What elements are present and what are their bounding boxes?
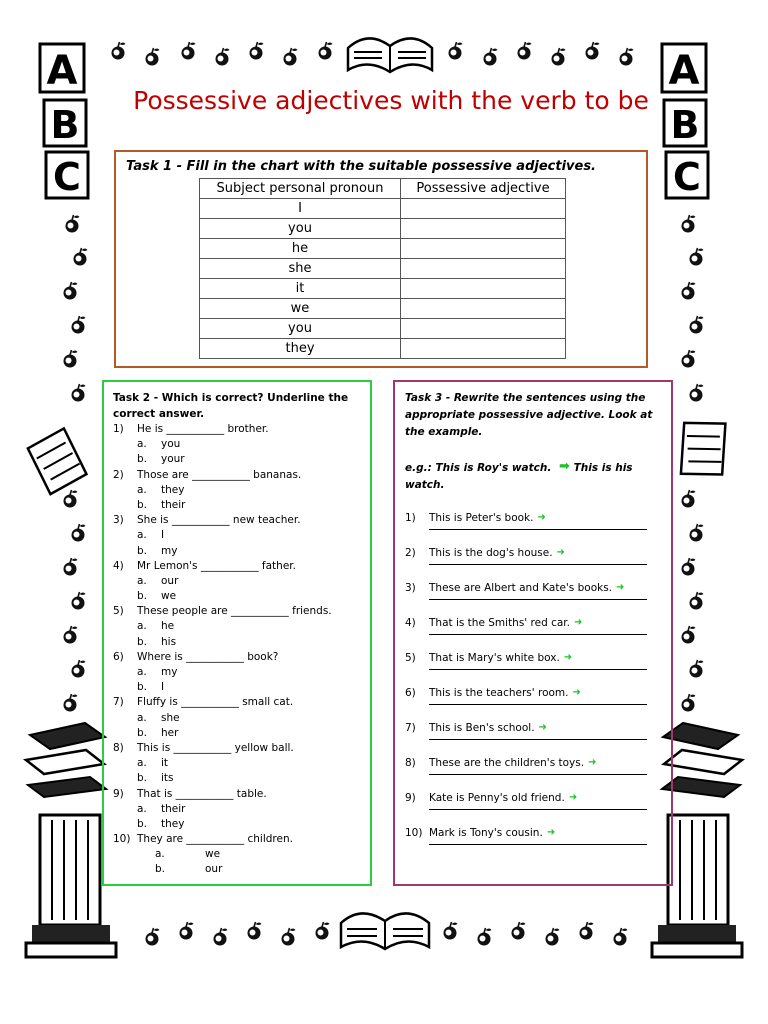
task2-question-list <box>113 422 369 878</box>
option-letter: a. <box>137 438 147 451</box>
answer-line[interactable] <box>429 774 647 775</box>
chart-row <box>200 219 566 239</box>
option-letter: a. <box>137 757 147 770</box>
answer-option-b[interactable] <box>113 771 369 786</box>
pronoun-cell: I <box>200 199 401 219</box>
item-number: 10) <box>405 827 423 839</box>
option-text: its <box>161 772 174 785</box>
svg-text:A: A <box>668 48 700 94</box>
right-arrow-icon: ➜ <box>568 792 578 803</box>
item-sentence <box>429 687 581 699</box>
answer-option-a[interactable] <box>113 437 369 452</box>
pronoun-cell: he <box>200 239 401 259</box>
book-icon <box>348 38 432 72</box>
item-sentence <box>429 757 596 769</box>
sentence-text: These are the children's toys. <box>429 757 585 769</box>
question-item <box>113 513 369 559</box>
answer-cell[interactable] <box>401 199 566 219</box>
option-letter: b. <box>137 498 148 511</box>
answer-option-a[interactable] <box>113 665 369 680</box>
task3-example <box>405 458 665 494</box>
answer-option-a[interactable] <box>113 802 369 817</box>
question-line <box>113 513 369 528</box>
question-number: 2) <box>113 468 124 481</box>
item-sentence <box>429 722 547 734</box>
question-text: Where is ___________ book? <box>137 650 279 663</box>
question-number: 1) <box>113 423 124 435</box>
svg-text:B: B <box>670 103 700 147</box>
letter-a-block-icon <box>40 44 84 94</box>
item-number: 2) <box>405 547 416 559</box>
option-letter: a. <box>137 574 147 587</box>
item-number: 3) <box>405 582 416 594</box>
question-item <box>113 604 369 650</box>
question-line <box>113 604 369 619</box>
option-text: it <box>161 757 169 770</box>
option-text: my <box>161 666 178 678</box>
item-number: 7) <box>405 722 416 734</box>
chart-row <box>200 299 566 319</box>
task3-box <box>393 380 673 886</box>
item-number: 9) <box>405 792 416 804</box>
sentence-text: This is Peter's book. <box>429 512 534 524</box>
option-text: our <box>205 863 223 876</box>
option-letter: a. <box>137 711 147 724</box>
question-number: 10) <box>113 833 131 846</box>
question-number: 5) <box>113 605 124 618</box>
item-sentence <box>429 547 565 559</box>
pronoun-cell: you <box>200 319 401 339</box>
question-text: Mr Lemon's ___________ father. <box>137 559 296 572</box>
rewrite-item <box>405 720 669 755</box>
question-text: She is ___________ new teacher. <box>137 514 301 527</box>
answer-option-b[interactable] <box>113 498 369 513</box>
question-text: Fluffy is ___________ small cat. <box>137 696 294 709</box>
question-line <box>113 559 369 574</box>
question-text: They are ___________ children. <box>137 833 293 846</box>
item-number: 5) <box>405 652 416 664</box>
answer-cell[interactable] <box>401 339 566 359</box>
example-sentence: e.g.: This is Roy's watch. <box>405 462 552 474</box>
pronoun-cell: you <box>200 219 401 239</box>
column-header: Subject personal pronoun <box>200 179 401 199</box>
option-letter: a. <box>137 802 147 815</box>
item-sentence <box>429 792 577 804</box>
task3-heading: Task 3 - Rewrite the sentences using the appropriate possessive adjective. Look at the example. <box>405 392 653 438</box>
answer-cell[interactable] <box>401 219 566 239</box>
svg-text:C: C <box>673 155 701 199</box>
option-text: we <box>205 848 221 861</box>
question-item <box>113 832 369 878</box>
option-text: your <box>161 453 185 466</box>
rewrite-item <box>405 825 669 860</box>
answer-option-a[interactable] <box>113 847 369 862</box>
task1-heading: Task 1 - Fill in the chart with the suitable possessive adjectives. <box>126 159 596 174</box>
rewrite-item <box>405 685 669 720</box>
column-header: Possessive adjective <box>401 179 566 199</box>
item-sentence <box>429 827 555 839</box>
option-letter: b. <box>137 772 148 785</box>
chart-header-row <box>200 179 566 199</box>
option-letter: b. <box>137 453 148 466</box>
rewrite-item <box>405 510 669 545</box>
question-text: He is ___________ brother. <box>137 423 269 435</box>
answer-option-a[interactable] <box>113 483 369 498</box>
rewrite-item <box>405 580 669 615</box>
chart-row <box>200 319 566 339</box>
possessive-chart <box>199 178 566 359</box>
option-text: their <box>161 802 186 815</box>
item-sentence <box>429 617 582 629</box>
book-icon <box>25 426 89 497</box>
item-sentence <box>429 512 546 524</box>
task3-item-list <box>405 510 669 860</box>
option-text: she <box>161 711 180 724</box>
item-number: 1) <box>405 512 416 524</box>
sentence-text: This is the teachers' room. <box>429 687 569 699</box>
sentence-text: These are Albert and Kate's books. <box>429 582 613 594</box>
option-text: his <box>161 635 177 648</box>
answer-line[interactable] <box>429 669 647 670</box>
question-line <box>113 422 369 437</box>
answer-option-b[interactable] <box>113 589 369 604</box>
svg-text:C: C <box>53 155 81 199</box>
question-line <box>113 787 369 802</box>
option-text: my <box>161 544 178 557</box>
answer-cell[interactable] <box>401 259 566 279</box>
option-letter: a. <box>137 483 147 496</box>
question-number: 9) <box>113 787 124 800</box>
question-line <box>113 832 369 847</box>
right-arrow-icon: ➜ <box>588 757 597 768</box>
answer-option-a[interactable] <box>113 756 369 771</box>
sentence-text: This is Ben's school. <box>429 722 535 734</box>
option-letter: a. <box>155 848 165 861</box>
example-answer: This is his watch. <box>405 462 633 491</box>
answer-option-a[interactable] <box>113 528 369 543</box>
question-line <box>113 468 369 483</box>
question-text: This is ___________ yellow ball. <box>137 741 294 754</box>
item-number: 6) <box>405 687 416 699</box>
rewrite-item <box>405 615 669 650</box>
question-line <box>113 650 369 665</box>
right-arrow-icon: ➜ <box>573 617 583 628</box>
task2-heading: Task 2 - Which is correct? Underline the correct answer. <box>113 392 349 420</box>
sentence-text: This is the dog's house. <box>429 547 553 559</box>
right-arrow-icon: ➜ <box>563 652 573 663</box>
answer-option-a[interactable] <box>113 574 369 589</box>
rewrite-item <box>405 545 669 580</box>
question-item <box>113 468 369 514</box>
book-icon <box>671 413 735 484</box>
right-arrow-icon: ➜ <box>537 512 546 523</box>
option-letter: b. <box>137 681 148 694</box>
pronoun-cell: it <box>200 279 401 299</box>
option-text: they <box>161 817 185 830</box>
answer-line[interactable] <box>429 704 647 705</box>
question-item <box>113 695 369 741</box>
answer-option-b[interactable] <box>113 544 369 559</box>
option-text: their <box>161 498 186 511</box>
answer-cell[interactable] <box>401 279 566 299</box>
right-arrow-icon: ➜ <box>538 722 547 733</box>
svg-text:A: A <box>46 48 78 94</box>
item-number: 8) <box>405 757 416 769</box>
answer-option-a[interactable] <box>113 619 369 634</box>
answer-option-b[interactable] <box>113 726 369 741</box>
letter-c-block-icon <box>46 152 88 199</box>
chart-row <box>200 339 566 359</box>
sentence-text: Mark is Tony's cousin. <box>429 827 543 839</box>
letter-c-block-icon <box>666 152 708 199</box>
pronoun-cell: they <box>200 339 401 359</box>
sentence-text: That is Mary's white box. <box>429 652 560 664</box>
question-item <box>113 422 369 468</box>
answer-option-b[interactable] <box>113 452 369 467</box>
question-text: That is ___________ table. <box>137 787 267 800</box>
right-arrow-icon: ➜ <box>556 547 565 558</box>
rewrite-item <box>405 755 669 790</box>
question-number: 8) <box>113 741 124 754</box>
answer-line[interactable] <box>429 529 647 530</box>
answer-line[interactable] <box>429 564 647 565</box>
pronoun-cell: she <box>200 259 401 279</box>
option-text: he <box>161 620 175 633</box>
item-sentence <box>429 652 572 664</box>
option-letter: a. <box>137 620 147 633</box>
question-line <box>113 695 369 710</box>
task1-box <box>114 150 648 368</box>
question-item <box>113 559 369 605</box>
chart-row <box>200 259 566 279</box>
task2-box <box>102 380 372 886</box>
page-title: Possessive adjectives with the verb to be <box>133 86 649 115</box>
question-number: 4) <box>113 559 124 572</box>
sentence-text: Kate is Penny's old friend. <box>429 792 565 804</box>
option-text: you <box>161 438 181 451</box>
option-letter: b. <box>137 726 148 739</box>
question-item <box>113 787 369 833</box>
answer-cell[interactable] <box>401 319 566 339</box>
option-text: her <box>161 726 179 739</box>
answer-option-b[interactable] <box>113 862 369 877</box>
question-number: 3) <box>113 514 124 527</box>
chart-row <box>200 239 566 259</box>
right-arrow-icon: ➡ <box>559 459 570 474</box>
question-item <box>113 650 369 696</box>
sentence-text: That is the Smiths' red car. <box>429 617 570 629</box>
item-number: 4) <box>405 617 416 629</box>
question-number: 6) <box>113 650 124 663</box>
rewrite-item <box>405 790 669 825</box>
option-text: our <box>161 574 179 587</box>
pronoun-cell: we <box>200 299 401 319</box>
right-arrow-icon: ➜ <box>572 687 581 698</box>
option-text: I <box>161 529 165 542</box>
option-text: they <box>161 483 185 496</box>
answer-option-b[interactable] <box>113 635 369 650</box>
option-text: I <box>161 681 165 694</box>
option-letter: b. <box>137 544 148 557</box>
option-letter: b. <box>155 863 166 876</box>
svg-text:B: B <box>50 103 80 147</box>
answer-line[interactable] <box>429 844 647 845</box>
question-text: Those are ___________ bananas. <box>137 468 302 481</box>
answer-option-a[interactable] <box>113 711 369 726</box>
question-line <box>113 741 369 756</box>
rewrite-item <box>405 650 669 685</box>
option-letter: a. <box>137 529 147 542</box>
answer-line[interactable] <box>429 634 647 635</box>
question-number: 7) <box>113 696 124 709</box>
answer-line[interactable] <box>429 599 647 600</box>
answer-option-b[interactable] <box>113 817 369 832</box>
chart-row <box>200 279 566 299</box>
option-letter: b. <box>137 817 148 830</box>
option-letter: b. <box>137 590 148 603</box>
letter-b-block-icon <box>44 100 86 147</box>
item-sentence <box>429 582 624 594</box>
chart-row <box>200 199 566 219</box>
question-text: These people are ___________ friends. <box>137 605 332 618</box>
answer-line[interactable] <box>429 739 647 740</box>
option-letter: a. <box>137 666 147 678</box>
question-item <box>113 741 369 787</box>
answer-cell[interactable] <box>401 299 566 319</box>
right-arrow-icon: ➜ <box>546 827 556 838</box>
book-icon <box>341 913 429 949</box>
option-letter: b. <box>137 635 148 648</box>
option-text: we <box>161 590 177 603</box>
answer-cell[interactable] <box>401 239 566 259</box>
right-arrow-icon: ➜ <box>616 582 625 593</box>
answer-line[interactable] <box>429 809 647 810</box>
answer-option-b[interactable] <box>113 680 369 695</box>
